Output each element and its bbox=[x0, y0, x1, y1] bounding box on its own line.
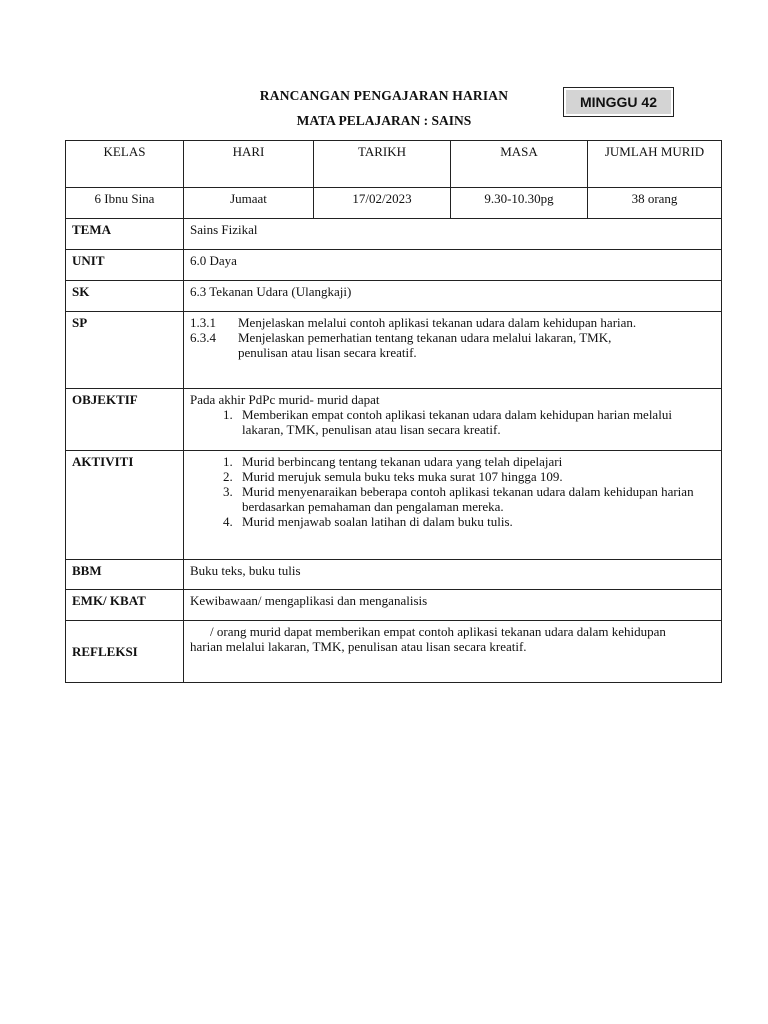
sp-item-number: 1.3.1 bbox=[190, 315, 216, 330]
tema-value: Sains Fizikal bbox=[184, 219, 722, 250]
objektif-item: 1. Memberikan empat contoh aplikasi tekanan udara dalam kehidupan harian melalui lakaran, TMK, penulisan atau lisan secara kreatif. bbox=[236, 407, 676, 437]
emk-label: EMK/ KBAT bbox=[66, 590, 184, 621]
tarikh-value: 17/02/2023 bbox=[314, 188, 451, 219]
aktiviti-item: 1. Murid berbincang tentang tekanan udara yang telah dipelajari bbox=[236, 454, 706, 469]
sk-label: SK bbox=[66, 281, 184, 312]
aktiviti-item: 2. Murid merujuk semula buku teks muka surat 107 hingga 109. bbox=[236, 469, 706, 484]
kelas-value: 6 Ibnu Sina bbox=[66, 188, 184, 219]
document-title: RANCANGAN PENGAJARAN HARIAN bbox=[259, 88, 509, 103]
week-badge bbox=[563, 87, 674, 117]
refleksi-value bbox=[184, 621, 722, 683]
unit-label: UNIT bbox=[66, 250, 184, 281]
objektif-label: OBJEKTIF bbox=[66, 389, 184, 451]
col-masa: MASA bbox=[451, 141, 588, 188]
aktiviti-item: 4. Murid menjawab soalan latihan di dalam buku tulis. bbox=[236, 514, 706, 529]
refleksi-label: REFLEKSI bbox=[66, 621, 184, 683]
col-hari: HARI bbox=[184, 141, 314, 188]
tema-row bbox=[66, 219, 722, 250]
sp-item-number: 6.3.4 bbox=[190, 330, 216, 345]
col-kelas: KELAS bbox=[66, 141, 184, 188]
tema-label: TEMA bbox=[66, 219, 184, 250]
hari-value: Jumaat bbox=[184, 188, 314, 219]
emk-row bbox=[66, 590, 722, 621]
aktiviti-label: AKTIVITI bbox=[66, 451, 184, 560]
aktiviti-row bbox=[66, 451, 722, 560]
sp-item-text: Menjelaskan melalui contoh aplikasi tekanan udara dalam kehidupan harian. bbox=[238, 315, 637, 330]
objektif-list bbox=[190, 407, 676, 437]
header-row bbox=[66, 141, 722, 188]
refleksi-text: / orang murid dapat memberikan empat contoh aplikasi tekanan udara dalam kehidupan harian melalui lakaran, TMK, penulisan atau lisan secara kreatif. bbox=[190, 624, 666, 654]
col-tarikh: TARIKH bbox=[314, 141, 451, 188]
bbm-row bbox=[66, 560, 722, 590]
aktiviti-item: 3. Murid menyenaraikan beberapa contoh aplikasi tekanan udara dalam kehidupan harian berdasarkan pemahaman dan pengalaman mereka. bbox=[236, 484, 706, 514]
objektif-row bbox=[66, 389, 722, 451]
refleksi-row bbox=[66, 621, 722, 683]
sp-label: SP bbox=[66, 312, 184, 389]
emk-value: Kewibawaan/ mengaplikasi dan menganalisis bbox=[184, 590, 722, 621]
bbm-label: BBM bbox=[66, 560, 184, 590]
aktiviti-list bbox=[190, 454, 706, 529]
sk-value: 6.3 Tekanan Udara (Ulangkaji) bbox=[184, 281, 722, 312]
objektif-intro: Pada akhir PdPc murid- murid dapat bbox=[190, 392, 380, 407]
unit-row bbox=[66, 250, 722, 281]
objektif-value bbox=[184, 389, 722, 451]
lesson-plan-table bbox=[65, 140, 722, 683]
unit-value: 6.0 Daya bbox=[184, 250, 722, 281]
subject-title: MATA PELAJARAN : SAINS bbox=[296, 113, 472, 128]
col-jumlah-murid: JUMLAH MURID bbox=[588, 141, 722, 188]
sp-value bbox=[184, 312, 722, 389]
sk-row bbox=[66, 281, 722, 312]
aktiviti-value bbox=[184, 451, 722, 560]
jumlah-murid-value: 38 orang bbox=[588, 188, 722, 219]
values-row bbox=[66, 188, 722, 219]
sp-row bbox=[66, 312, 722, 389]
bbm-value: Buku teks, buku tulis bbox=[184, 560, 722, 590]
sp-item-text: Menjelaskan pemerhatian tentang tekanan udara melalui lakaran, TMK, penulisan atau lisan secara kreatif. bbox=[238, 330, 612, 360]
sp-item bbox=[190, 330, 660, 360]
week-badge-label: MINGGU 42 bbox=[566, 90, 671, 114]
sp-item bbox=[190, 315, 660, 330]
masa-value: 9.30-10.30pg bbox=[451, 188, 588, 219]
